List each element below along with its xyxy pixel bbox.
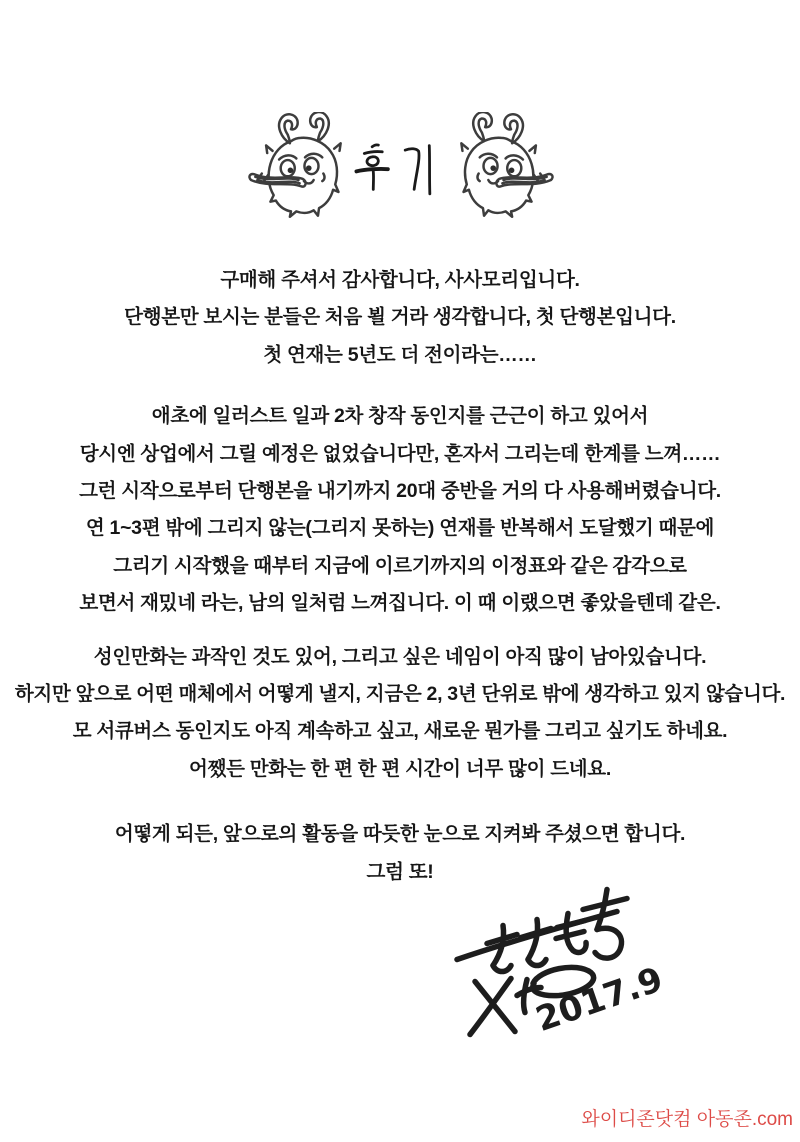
paragraph-future-plans: [0, 639, 800, 789]
text-line: 구매해 주셔서 감사합니다, 사사모리입니다.: [220, 269, 580, 291]
beetle-mascot-left-icon: [240, 112, 370, 225]
text-line: 그런 시작으로부터 단행본을 내기까지 20대 중반을 거의 다 사용해버렸습니다.: [79, 480, 721, 503]
text-line: 어쨌든 만화는 한 편 한 편 시간이 너무 많이 드네요.: [189, 757, 611, 780]
text-line: 어떻게 되든, 앞으로의 활동을 따듯한 눈으로 지켜봐 주셨으면 합니다.: [114, 823, 686, 846]
text-line: 단행본만 보시는 분들은 처음 뵐 거라 생각합니다, 첫 단행본입니다.: [124, 306, 676, 329]
text-line: 애초에 일러스트 일과 2차 창작 동인지를 근근이 하고 있어서: [151, 405, 649, 428]
afterword-text: [0, 262, 800, 891]
text-line: 연 1~3편 밖에 그리지 않는(그리지 못하는) 연재를 반복해서 도달했기 때문에: [85, 517, 715, 540]
text-line: 첫 연재는 5년도 더 전이라는……: [263, 343, 537, 366]
text-line: 하지만 앞으로 어떤 매체에서 어떻게 낼지, 지금은 2, 3년 단위로 밖에 생각하고 있지 않습니다.: [14, 683, 786, 706]
text-line: 보면서 재밌네 라는, 남의 일처럼 느껴집니다. 이 때 이랬으면 좋았을텐데 같은.: [79, 592, 721, 615]
watermark-text: 와이디존닷컴 아동존.com: [581, 1109, 793, 1130]
afterword-title-calligraphy: [352, 142, 436, 198]
author-signature: [435, 878, 685, 1046]
beetle-mascot-right-icon: [432, 112, 562, 225]
afterword-title: [352, 142, 436, 198]
paragraph-greeting: [0, 262, 800, 374]
paragraph-history: [0, 398, 800, 622]
text-line: 성인만화는 과작인 것도 있어, 그리고 싶은 네임이 아직 많이 남아있습니다.: [93, 645, 707, 668]
signature-date: 2017.9: [530, 959, 668, 1041]
text-line: 그럼 또!: [366, 860, 434, 883]
text-line: 모 서큐버스 동인지도 아직 계속하고 싶고, 새로운 뭔가를 그리고 싶기도 하네요.: [72, 720, 728, 743]
text-line: 그리기 시작했을 때부터 지금에 이르기까지의 이정표와 같은 감각으로: [113, 554, 687, 577]
text-line: 당시엔 상업에서 그릴 예정은 없었습니다만, 혼자서 그리는데 한계를 느껴……: [79, 442, 721, 465]
